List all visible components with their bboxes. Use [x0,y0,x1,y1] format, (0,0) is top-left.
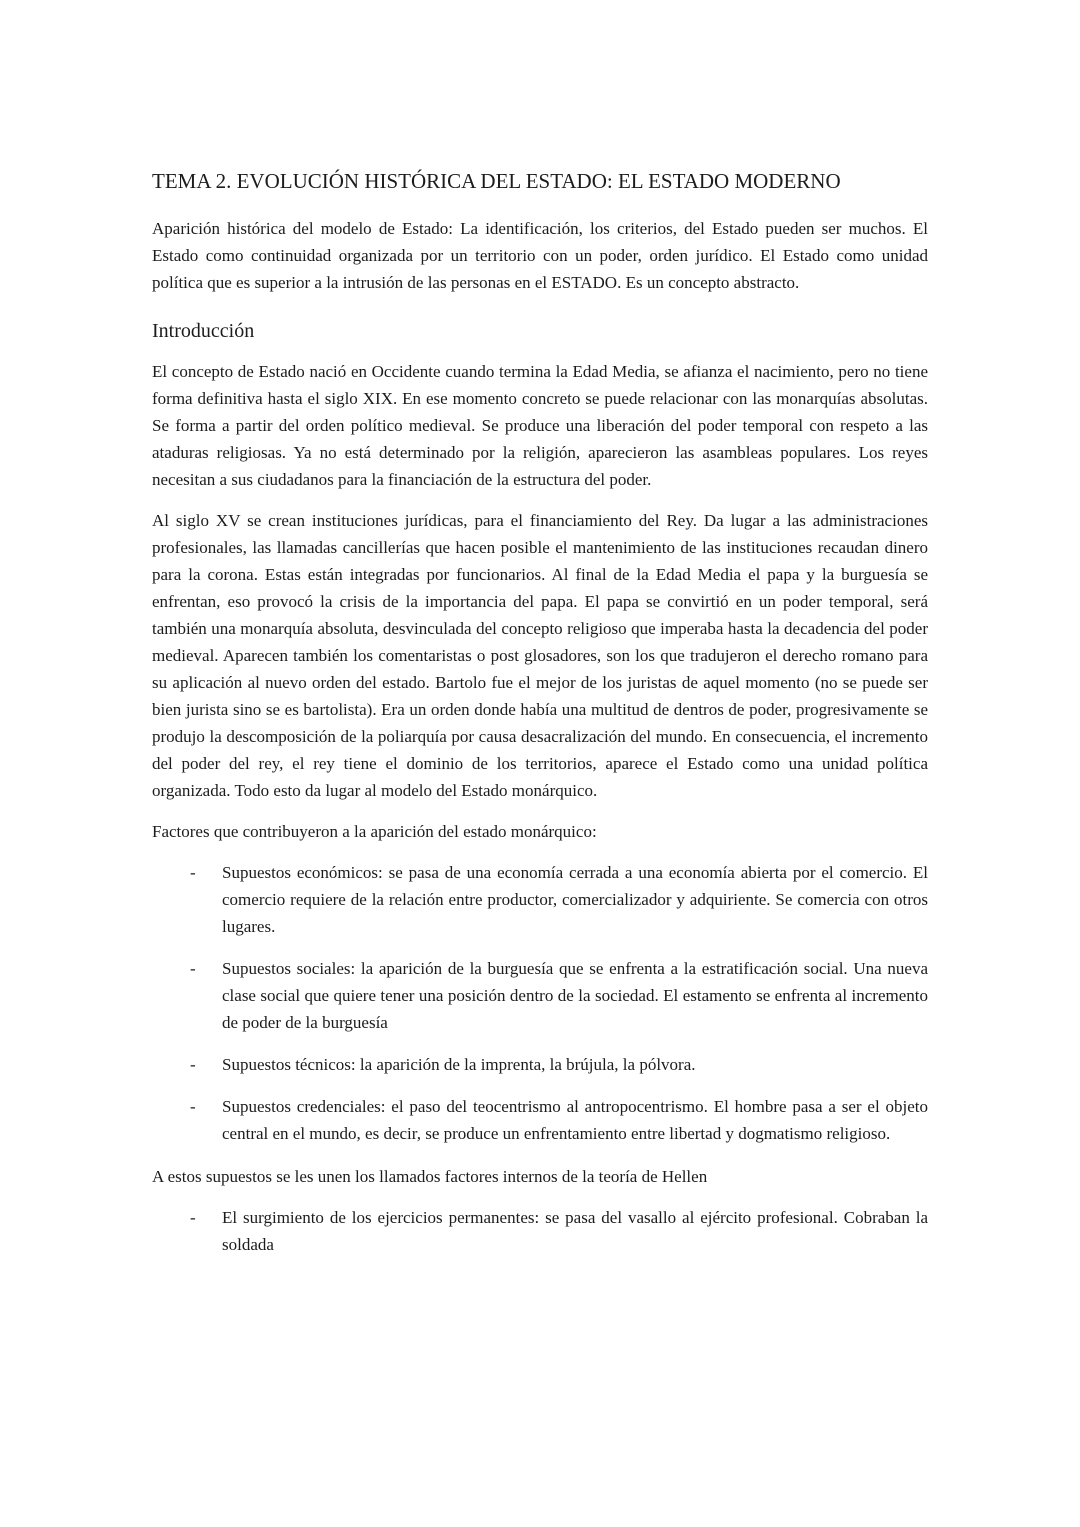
lead-paragraph: Aparición histórica del modelo de Estado: La identificación, los criterios, del Estado pueden ser muchos. El Estado como continuidad organizada por un territorio con un poder, orden jurídico. El Estado como unidad política que es superior a la intrusión de las personas en el ESTADO. Es un concepto abstracto. [152,219,928,292]
factores-heading-line: Factores que contribuyeron a la aparición del estado monárquico: [152,822,597,841]
bullet-dash: - [190,1055,196,1074]
list-item [152,1204,928,1258]
list-item-text: Supuestos sociales: la aparición de la burguesía que se enfrenta a la estratificación social. Una nueva clase social que quiere tener una posición dentro de la sociedad. El estamento se enfrenta al incremento de poder de la burguesía [222,959,928,1032]
list-item [152,955,928,1036]
bullet-dash: - [190,1097,196,1116]
list-item-text: Supuestos credenciales: el paso del teocentrismo al antropocentrismo. El hombre pasa a ser el objeto central en el mundo, es decir, se produce un enfrentamiento entre libertad y dogmatismo religioso. [222,1097,928,1143]
document-page [152,0,928,1334]
list-item [152,1051,928,1078]
intro-paragraph-2: Al siglo XV se crean instituciones jurídicas, para el financiamiento del Rey. Da lugar a las administraciones profesionales, las llamadas cancillerías que hacen posible el mantenimiento de las instituciones recaudan dinero para la corona. Estas están integradas por funcionarios. Al final de la Edad Media el papa y la burguesía se enfrentan, eso provocó la crisis de la importancia del papa. El papa se convirtió en un poder temporal, será también una monarquía absoluta, desvinculada del concepto religioso que imperaba hasta la decadencia del poder medieval. Aparecen también los comentaristas o post glosadores, son los que tradujeron el derecho romano para su aplicación al nuevo orden del estado. Bartolo fue el mejor de los juristas de aquel momento (no se puede ser bien jurista sino se es bartolista). Era un orden donde había una multitud de dentros de poder, progresivamente se produjo la descomposición de la poliarquía por causa desacralización del mundo. En consecuencia, el incremento del poder del rey, el rey tiene el dominio de los territorios, aparece el Estado como una unidad política organizada. Todo esto da lugar al modelo del Estado monárquico. [152,511,928,800]
list-item [152,859,928,940]
factores-internos-list [152,1204,928,1258]
factores-list [152,859,928,1147]
bullet-dash: - [190,959,196,978]
hellen-intro-line: A estos supuestos se les unen los llamados factores internos de la teoría de Hellen [152,1167,708,1186]
list-item-text: Supuestos técnicos: la aparición de la imprenta, la brújula, la pólvora. [222,1055,696,1074]
list-item-text: Supuestos económicos: se pasa de una economía cerrada a una economía abierta por el comercio. El comercio requiere de la relación entre productor, comercializador y adquiriente. Se comercia con otros lugares. [222,863,928,936]
intro-paragraph-1: El concepto de Estado nació en Occidente cuando termina la Edad Media, se afianza el nacimiento, pero no tiene forma definitiva hasta el siglo XIX. En ese momento concreto se puede relacionar con las monarquías absolutas. Se forma a partir del orden político medieval. Se produce una liberación del poder temporal con respeto a las ataduras religiosas. Ya no está determinado por la religión, aparecieron las asambleas populares. Los reyes necesitan a sus ciudadanos para la financiación de la estructura del poder. [152,362,928,489]
bullet-dash: - [190,863,196,882]
section-heading-introduccion: Introducción [152,320,255,342]
bullet-dash: - [190,1208,196,1227]
document-title: TEMA 2. EVOLUCIÓN HISTÓRICA DEL ESTADO: EL ESTADO MODERNO [152,169,841,193]
list-item-text: El surgimiento de los ejercicios permanentes: se pasa del vasallo al ejército profesional. Cobraban la soldada [222,1208,928,1254]
list-item [152,1093,928,1147]
